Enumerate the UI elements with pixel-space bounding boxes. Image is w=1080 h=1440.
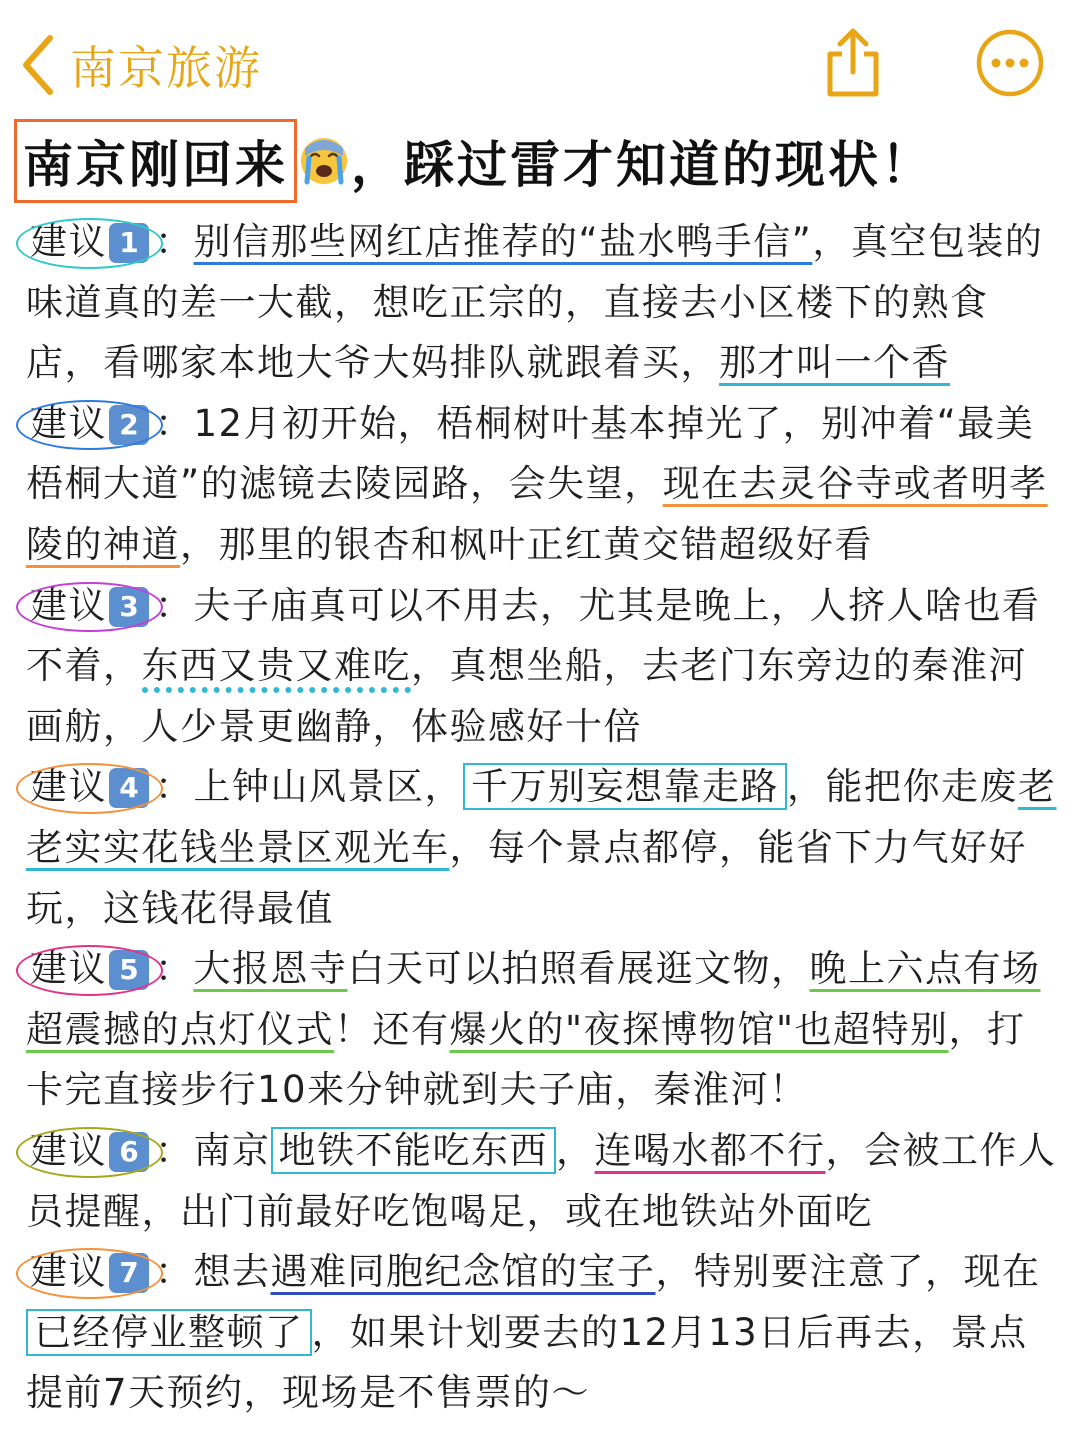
tip-text: ，打卡完直接步行10来分钟就到夫子庙，秦淮河！ [26,1007,1026,1112]
underlined-highlight: 爆火的"夜探博物馆"也超特别 [449,1007,949,1051]
tip-text: ：上钟山风景区， [155,765,463,809]
tip-number-badge: 3 [109,587,149,627]
crying-face-icon [299,136,349,186]
tip-paragraph [26,394,1058,576]
tip-label [26,576,155,637]
tip-text: ： [155,220,194,263]
boxed-highlight: 地铁不能吃东西 [271,1127,557,1174]
tip-paragraph [26,939,1058,1121]
tip-label-text: 建议 [30,1250,107,1294]
tip-paragraph [26,757,1058,939]
share-icon [822,26,884,100]
tip-paragraph [26,1242,1058,1424]
tip-text: ： [155,947,194,991]
title-highlight-box [14,119,297,203]
back-button[interactable] [20,30,262,100]
boxed-highlight: 千万别妄想靠走路 [463,763,787,810]
tip-label [26,394,155,455]
underlined-highlight: 连喝水都不行 [594,1128,826,1172]
tip-number-badge: 4 [109,768,149,808]
tip-label-text: 建议 [30,583,107,627]
tip-label [26,1121,155,1182]
tip-text: ，真空包装的味道真的差一大截，想吃正宗的，直接去小区楼下的熟食店，看哪家本地大爷大妈排队就跟着买， [26,220,1044,385]
tip-text: ：夫子庙真可以不用去，尤其是晚上，人挤人啥也看不着， [26,583,1041,688]
tip-paragraph [26,576,1058,758]
tip-text: ，特别要注意了，现在 [655,1250,1041,1294]
underlined-highlight: 别信那些网红店推荐的“盐水鸭手信” [193,220,813,263]
tip-label-text: 建议 [30,401,107,445]
nav-bar [0,0,1080,120]
tip-text: ，会被工作人员提醒，出门前最好吃饱喝足，或在地铁站外面吃 [26,1128,1057,1233]
tip-text: ！还有 [334,1007,450,1051]
chevron-left-icon [20,32,56,98]
tip-paragraph [26,1121,1058,1242]
post-body [26,212,1058,1424]
tip-paragraph [26,212,1058,394]
tip-label-text: 建议 [30,220,107,263]
tip-number-badge: 5 [109,950,149,990]
tip-text: ：想去 [155,1250,271,1294]
back-label: 南京旅游 [70,41,262,95]
underlined-highlight: 那才叫一个香 [719,341,950,385]
underlined-highlight: 遇难同胞纪念馆的宝子 [270,1250,656,1294]
tip-label [26,1242,155,1303]
tip-label-text: 建议 [30,1128,107,1172]
underlined-highlight: 晚上六点有场超震撼的点灯仪式 [26,947,1041,1051]
tip-label-text: 建议 [30,765,107,809]
tip-text: ，每个景点都停，能省下力气好好玩，这钱花得最值 [26,825,1027,930]
tip-label [26,939,155,1000]
title-part-2: ，踩过雷才知道的现状！ [351,136,934,194]
title-part-1: 南京刚回来 [23,136,288,194]
tip-text: ，真想坐船，去老门东旁边的秦淮河画舫，人少景更幽静，体验感好十倍 [26,644,1027,748]
tip-text: ，能把你走废 [787,765,1018,809]
more-button[interactable] [975,28,1045,102]
tip-number-badge: 7 [109,1253,149,1293]
tip-label [26,757,155,818]
post-title [14,118,934,204]
underlined-highlight: 老老实实花钱坐景区观光车 [26,765,1057,869]
tip-text: 白天可以拍照看展逛文物， [347,947,810,991]
more-icon [975,28,1045,98]
dotted-highlight: 东西又贵又难吃 [142,644,412,693]
tip-number-badge: 2 [109,405,149,445]
tip-text: ，如果计划要去的12月13日后再去，景点提前7天预约，现场是不售票的～ [26,1310,1028,1415]
underlined-highlight: 现在去灵谷寺或者明孝陵的神道 [26,462,1048,566]
tip-label [26,212,155,273]
tip-label-text: 建议 [30,947,107,991]
share-button[interactable] [822,26,884,104]
tip-number-badge: 6 [109,1132,149,1172]
boxed-highlight: 已经停业整顿了 [26,1309,312,1356]
tip-text: ， [556,1128,595,1172]
tip-text: ：南京 [155,1128,271,1172]
tip-number-badge: 1 [109,223,149,263]
tip-text: ：12月初开始，梧桐树叶基本掉光了，别冲着“最美梧桐大道”的滤镜去陵园路，会失望， [26,401,1035,506]
tip-text: ，那里的银杏和枫叶正红黄交错超级好看 [180,522,873,566]
underlined-highlight: 大报恩寺 [193,947,348,991]
